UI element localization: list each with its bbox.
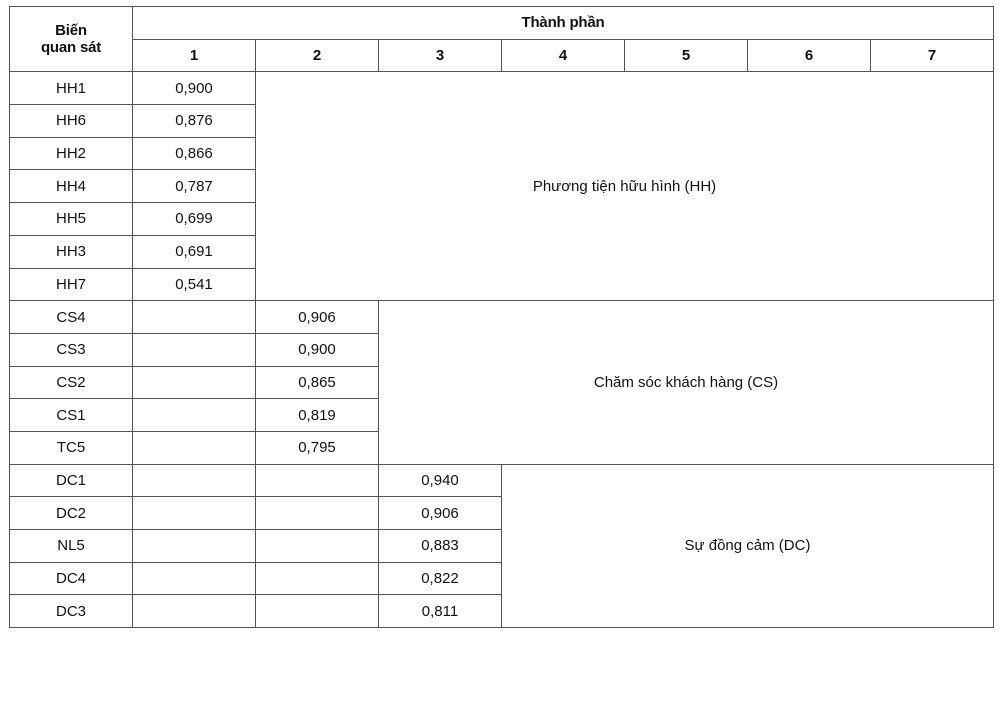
- variable-column-header: [10, 7, 133, 72]
- loading-cell: 0,906: [256, 301, 379, 334]
- variable-cell: HH7: [10, 268, 133, 301]
- variable-cell: TC5: [10, 431, 133, 464]
- variable-cell: NL5: [10, 530, 133, 563]
- variable-cell: DC2: [10, 497, 133, 530]
- empty-cell: [133, 562, 256, 595]
- group-label-dc: Sự đồng cảm (DC): [502, 464, 994, 627]
- table-body: [10, 72, 994, 628]
- empty-cell: [133, 530, 256, 563]
- group-label-hh: Phương tiện hữu hình (HH): [256, 72, 994, 301]
- component-header-6: 6: [748, 39, 871, 72]
- variable-cell: DC4: [10, 562, 133, 595]
- component-header-5: 5: [625, 39, 748, 72]
- empty-cell: [256, 497, 379, 530]
- variable-cell: HH1: [10, 72, 133, 105]
- loading-cell: 0,900: [256, 333, 379, 366]
- empty-cell: [133, 301, 256, 334]
- variable-cell: CS1: [10, 399, 133, 432]
- variable-cell: HH3: [10, 235, 133, 268]
- empty-cell: [133, 497, 256, 530]
- loading-cell: 0,819: [256, 399, 379, 432]
- loading-cell: 0,865: [256, 366, 379, 399]
- component-group-header: Thành phần: [133, 7, 994, 40]
- loading-cell: 0,876: [133, 105, 256, 138]
- variable-cell: DC3: [10, 595, 133, 628]
- loading-cell: 0,699: [133, 203, 256, 236]
- table-row: [10, 72, 994, 105]
- empty-cell: [133, 595, 256, 628]
- loading-cell: 0,795: [256, 431, 379, 464]
- empty-cell: [256, 530, 379, 563]
- loading-cell: 0,906: [379, 497, 502, 530]
- empty-cell: [133, 399, 256, 432]
- variable-cell: HH2: [10, 137, 133, 170]
- header-row-components: [10, 39, 994, 72]
- header-row-top: [10, 7, 994, 40]
- table-row: [10, 301, 994, 334]
- loading-cell: 0,883: [379, 530, 502, 563]
- factor-loading-table: [9, 6, 994, 628]
- loading-cell: 0,940: [379, 464, 502, 497]
- variable-header-line2: quan sát: [40, 39, 102, 57]
- loading-cell: 0,866: [133, 137, 256, 170]
- empty-cell: [256, 595, 379, 628]
- loading-cell: 0,541: [133, 268, 256, 301]
- variable-cell: CS2: [10, 366, 133, 399]
- empty-cell: [133, 333, 256, 366]
- empty-cell: [133, 431, 256, 464]
- loading-cell: 0,811: [379, 595, 502, 628]
- component-header-4: 4: [502, 39, 625, 72]
- table-row: [10, 464, 994, 497]
- variable-cell: HH6: [10, 105, 133, 138]
- table-header: [10, 7, 994, 72]
- variable-cell: HH4: [10, 170, 133, 203]
- factor-loading-table-container: [9, 6, 994, 628]
- empty-cell: [133, 464, 256, 497]
- group-label-cs: Chăm sóc khách hàng (CS): [379, 301, 994, 464]
- variable-cell: DC1: [10, 464, 133, 497]
- empty-cell: [256, 464, 379, 497]
- component-header-3: 3: [379, 39, 502, 72]
- component-header-1: 1: [133, 39, 256, 72]
- loading-cell: 0,900: [133, 72, 256, 105]
- loading-cell: 0,787: [133, 170, 256, 203]
- empty-cell: [256, 562, 379, 595]
- component-header-2: 2: [256, 39, 379, 72]
- empty-cell: [133, 366, 256, 399]
- component-header-7: 7: [871, 39, 994, 72]
- variable-header-line1: Biến: [55, 22, 87, 40]
- variable-cell: HH5: [10, 203, 133, 236]
- loading-cell: 0,691: [133, 235, 256, 268]
- loading-cell: 0,822: [379, 562, 502, 595]
- variable-cell: CS3: [10, 333, 133, 366]
- variable-cell: CS4: [10, 301, 133, 334]
